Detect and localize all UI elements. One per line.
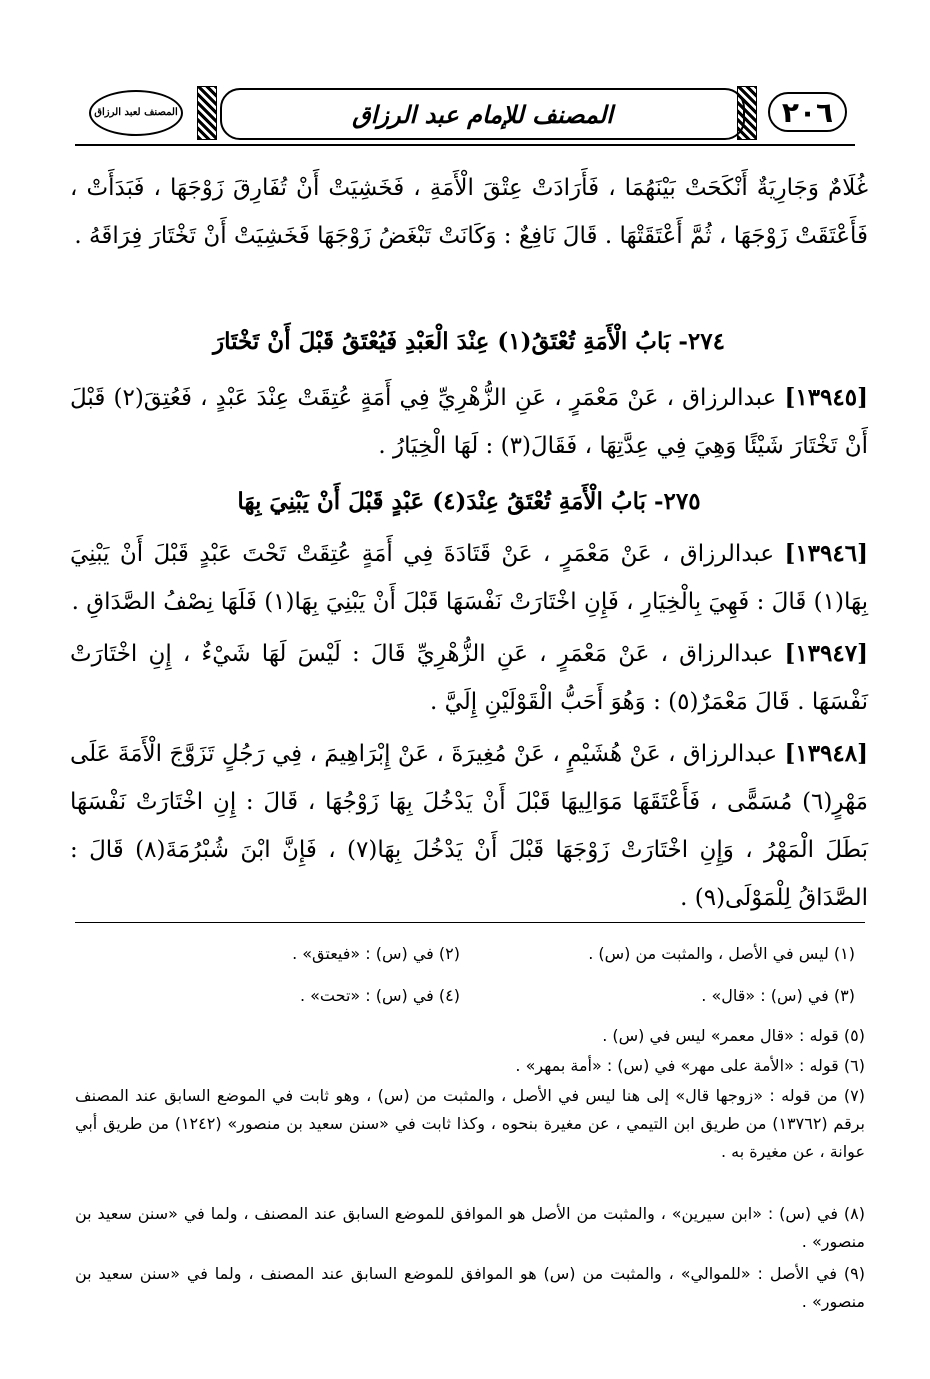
entry-13946 [70,530,868,626]
footnote-7: (٧) من قوله : «زوجها قال» إلى هنا ليس في الأصل ، والمثبت من (س) ، وهو ثابت في الموضع السابق عند المصنف برقم (١٣٧٦٢) من طريق ابن التيمي ، عن مغيرة بنحوه ، وكذا ثابت في «سنن سعيد بن منصور» (١٢٤٢) من طريق أبي عوانة ، عن مغيرة به . [75,1086,866,1161]
page-number: ٢٠٦ [768,92,847,132]
entry-text: عبدالرزاق ، عَنْ مَعْمَرٍ ، عَنْ قَتَادَةَ فِي أَمَةٍ عُتِقَتْ تَحْتَ عَبْدٍ قَبْلَ أَنْ يَبْنِيَ بِهَا(١) قَالَ : فَهِيَ بِالْخِيَارِ ، فَإِنِ اخْتَارَتْ نَفْسَهَا قَبْلَ أَنْ يَبْنِيَ بِهَا(١) فَلَهَا نِصْفُ الصَّدَاقِ . [70,541,868,615]
entry-number: [١٣٩٤٧] [784,640,868,667]
header-rule [75,144,855,146]
footnote-5: (٥) قوله : «قال معمر» ليس في (س) . [602,1026,865,1045]
entry-text: عبدالرزاق ، عَنْ مَعْمَرٍ ، عَنِ الزُّهْرِيِّ قَالَ : لَيْسَ لَهَا شَيْءٌ ، إِنِ اخْتَارَتْ نَفْسَهَا . قَالَ مَعْمَرٌ(٥) : وَهُوَ أَحَبُّ الْقَوْلَيْنِ إِلَيَّ . [70,641,868,715]
footnote-4: (٤) في (س) : «تحت» . [299,986,460,1005]
footnote-9: (٩) في الأصل : «للموالي» ، والمثبت من (س) هو الموافق للموضع السابق عند المصنف ، ولما في «سنن سعيد بن منصور» . [75,1264,865,1311]
entry-13947 [70,630,868,726]
intro-paragraph: غُلَامٌ وَجَارِيَةٌ أَنْكَحَتْ بَيْنَهُمَا ، فَأَرَادَتْ عِتْقَ الْأَمَةِ ، فَخَشِيَتْ أَنْ تُفَارِقَ زَوْجَهَا ، فَبَدَأَتْ ، فَأَعْتَقَتْ زَوْجَهَا ، ثُمَّ أَعْتَقَتْهَا . قَالَ نَافِعٌ : وَكَانَتْ تَبْغَضُ زَوْجَهَا فَخَشِيَتْ أَنْ تَخْتَارَ فِرَاقَهُ . [70,175,868,249]
page-header [75,84,855,142]
entry-13948 [70,730,868,922]
ornament-left [197,86,217,140]
section-heading-275: ٢٧٥- بَابُ الْأَمَةِ تُعْتَقُ عِنْدَ(٤) عَبْدٍ قَبْلَ أَنْ يَبْنِيَ بِهَا [237,488,701,515]
entry-number: [١٣٩٤٨] [784,740,869,767]
entry-number: [١٣٩٤٥] [784,384,869,411]
footnote-8: (٨) في (س) : «ابن سيرين» ، والمثبت من الأصل هو الموافق للموضع السابق عند المصنف ، ولما في «سنن سعيد بن منصور» . [75,1204,865,1251]
entry-number: [١٣٩٤٦] [784,540,868,567]
entry-text: عبدالرزاق ، عَنْ هُشَيْمٍ ، عَنْ مُغِيرَةَ ، عَنْ إِبْرَاهِيمَ ، فِي رَجُلٍ تَزَوَّجَ الْأَمَةَ عَلَى مَهْرٍ(٦) مُسَمًّى ، فَأَعْتَقَهَا مَوَالِيهَا قَبْلَ أَنْ يَدْخُلَ بِهَا زَوْجُهَا ، قَالَ : إِنِ اخْتَارَتْ نَفْسَهَا بَطَلَ الْمَهْرُ ، وَإِنِ اخْتَارَتْ زَوْجَهَا قَبْلَ أَنْ يَدْخُلَ بِهَا(٧) ، فَإِنَّ ابْنَ شُبْرُمَةَ(٨) قَالَ : الصَّدَاقُ لِلْمَوْلَى(٩) . [70,741,868,911]
section-heading-274: ٢٧٤- بَابُ الْأَمَةِ تُعْتَقُ(١) عِنْدَ الْعَبْدِ فَيُعْتَقُ قَبْلَ أَنْ تَخْتَارَ [213,328,725,355]
entry-13945 [70,374,868,470]
logo-seal: المصنف لعبد الرزاق [89,90,183,136]
footnote-separator [75,922,865,923]
publisher-logo [75,86,193,138]
book-title: المصنف للإمام عبد الرزاق [220,88,745,140]
entry-text: عبدالرزاق ، عَنْ مَعْمَرٍ ، عَنِ الزُّهْرِيِّ فِي أَمَةٍ عُتِقَتْ عِنْدَ عَبْدٍ ، فَعُتِقَ(٢) قَبْلَ أَنْ تَخْتَارَ شَيْئًا وَهِيَ فِي عِدَّتِهَا ، فَقَالَ(٣) : لَهَا الْخِيَارُ . [70,385,868,459]
footnote-1: (١) ليس في الأصل ، والمثبت من (س) . [588,944,855,963]
footnote-2: (٢) في (س) : «فيعتق» . [292,944,460,963]
footnote-6: (٦) قوله : «الأمة على مهر» في (س) : «أمة بمهر» . [515,1056,865,1075]
footnote-3: (٣) في (س) : «قال» . [701,986,855,1005]
page-number-box [760,86,855,138]
